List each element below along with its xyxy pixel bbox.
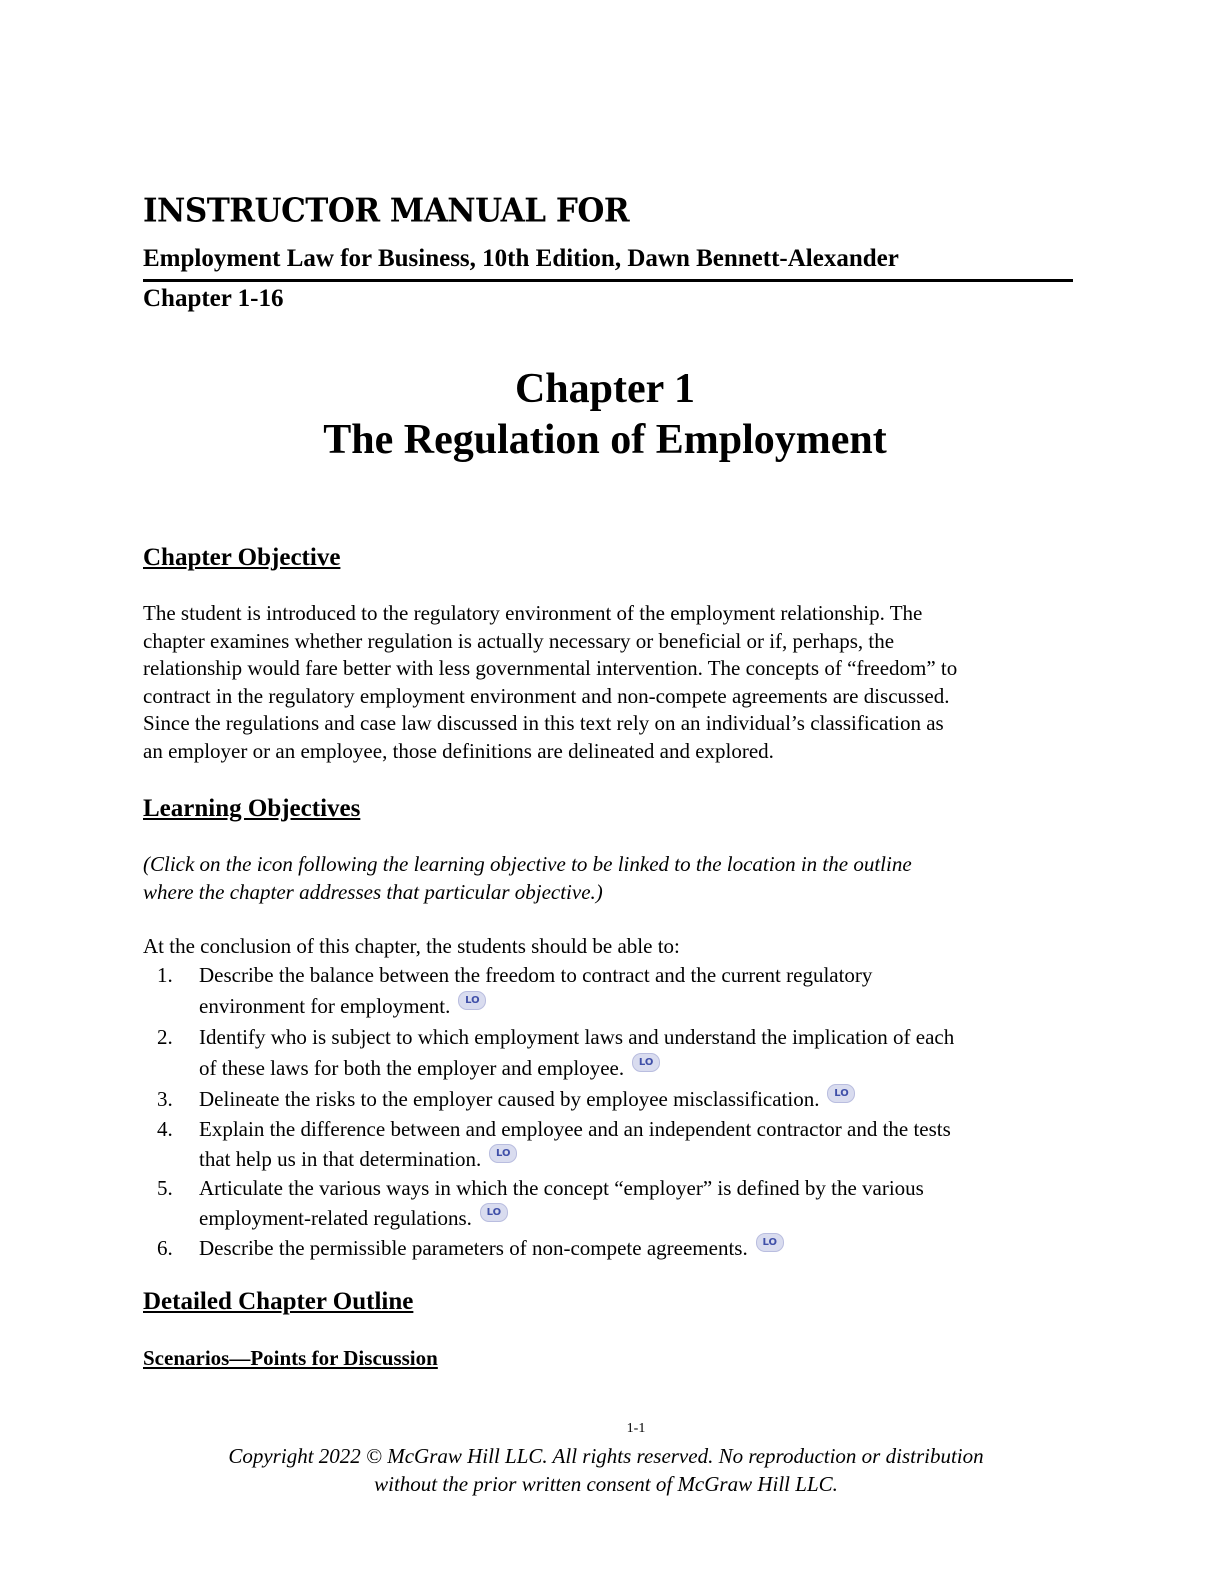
learning-objectives-note bbox=[143, 851, 1078, 906]
paragraph-line: chapter examines whether regulation is actually necessary or beneficial or if, perhaps, the bbox=[143, 628, 895, 653]
item-number: 6. bbox=[157, 1236, 173, 1260]
item-text: Delineate the risks to the employer caused by employee misclassification. bbox=[199, 1087, 820, 1111]
book-title-line: Employment Law for Business, 10th Edition, Dawn Bennett-Alexander bbox=[143, 245, 899, 272]
learning-objectives-intro: At the conclusion of this chapter, the students should be able to: bbox=[143, 934, 680, 958]
learning-objective-item bbox=[143, 1233, 1078, 1264]
lo-link-icon[interactable]: LO bbox=[827, 1084, 855, 1103]
learning-objective-item bbox=[143, 1115, 1078, 1174]
item-number: 3. bbox=[157, 1087, 173, 1111]
lo-link-icon[interactable]: LO bbox=[489, 1144, 517, 1163]
header-rule bbox=[143, 279, 1073, 282]
note-line: (Click on the icon following the learning objective to be linked to the location in the outline bbox=[143, 852, 912, 876]
copyright-line: without the prior written consent of McGraw Hill LLC. bbox=[374, 1472, 838, 1496]
item-text: Explain the difference between and employee and an independent contractor and the tests bbox=[199, 1117, 951, 1141]
chapter-title: The Regulation of Employment bbox=[323, 417, 887, 463]
copyright-line: Copyright 2022 © McGraw Hill LLC. All rights reserved. No reproduction or distribution bbox=[228, 1444, 984, 1468]
paragraph-line: an employer or an employee, those definitions are delineated and explored. bbox=[143, 738, 774, 763]
item-text: Identify who is subject to which employment laws and understand the implication of each bbox=[199, 1025, 955, 1049]
lo-link-icon[interactable]: LO bbox=[480, 1203, 508, 1222]
chapters-range: Chapter 1-16 bbox=[143, 285, 284, 312]
item-text: employment-related regulations. bbox=[199, 1206, 472, 1230]
lo-link-icon[interactable]: LO bbox=[632, 1053, 660, 1072]
paragraph-line: The student is introduced to the regulatory environment of the employment relationship. The bbox=[143, 601, 923, 625]
chapter-objective-heading: Chapter Objective bbox=[143, 544, 341, 571]
item-text: environment for employment. bbox=[199, 994, 451, 1018]
detailed-outline-heading: Detailed Chapter Outline bbox=[143, 1288, 414, 1315]
item-text: Describe the permissible parameters of non-compete agreements. bbox=[199, 1236, 748, 1260]
chapter-objective-paragraph bbox=[143, 600, 1078, 765]
learning-objectives-list bbox=[143, 960, 1078, 1264]
page-number: 1-1 bbox=[626, 1421, 646, 1436]
item-number: 4. bbox=[157, 1117, 173, 1141]
learning-objective-item bbox=[143, 960, 1078, 1022]
chapter-number: Chapter 1 bbox=[514, 366, 696, 412]
lo-link-icon[interactable]: LO bbox=[458, 991, 486, 1010]
item-number: 1. bbox=[157, 963, 173, 987]
scenarios-subheading: Scenarios—Points for Discussion bbox=[143, 1346, 438, 1370]
item-text: of these laws for both the employer and employee. bbox=[199, 1056, 625, 1080]
paragraph-line: relationship would fare better with less governmental intervention. The concepts of “freedom” to bbox=[143, 656, 958, 680]
item-number: 5. bbox=[157, 1176, 173, 1200]
item-text: Describe the balance between the freedom to contract and the current regulatory bbox=[199, 963, 873, 987]
item-text: Articulate the various ways in which the concept “employer” is defined by the various bbox=[199, 1176, 924, 1200]
learning-objective-item bbox=[143, 1084, 1078, 1115]
learning-objective-item bbox=[143, 1174, 1078, 1233]
manual-title: INSTRUCTOR MANUAL FOR bbox=[143, 192, 630, 230]
paragraph-line: Since the regulations and case law discussed in this text rely on an individual’s classification as bbox=[143, 711, 944, 735]
item-number: 2. bbox=[157, 1025, 173, 1049]
learning-objectives-heading: Learning Objectives bbox=[143, 795, 361, 822]
note-line: where the chapter addresses that particular objective.) bbox=[143, 879, 603, 904]
lo-link-icon[interactable]: LO bbox=[756, 1233, 784, 1252]
item-text: that help us in that determination. bbox=[199, 1147, 482, 1171]
learning-objective-item bbox=[143, 1022, 1078, 1084]
paragraph-line: contract in the regulatory employment environment and non-compete agreements are discussed. bbox=[143, 683, 950, 708]
copyright-footer bbox=[0, 1442, 1212, 1498]
